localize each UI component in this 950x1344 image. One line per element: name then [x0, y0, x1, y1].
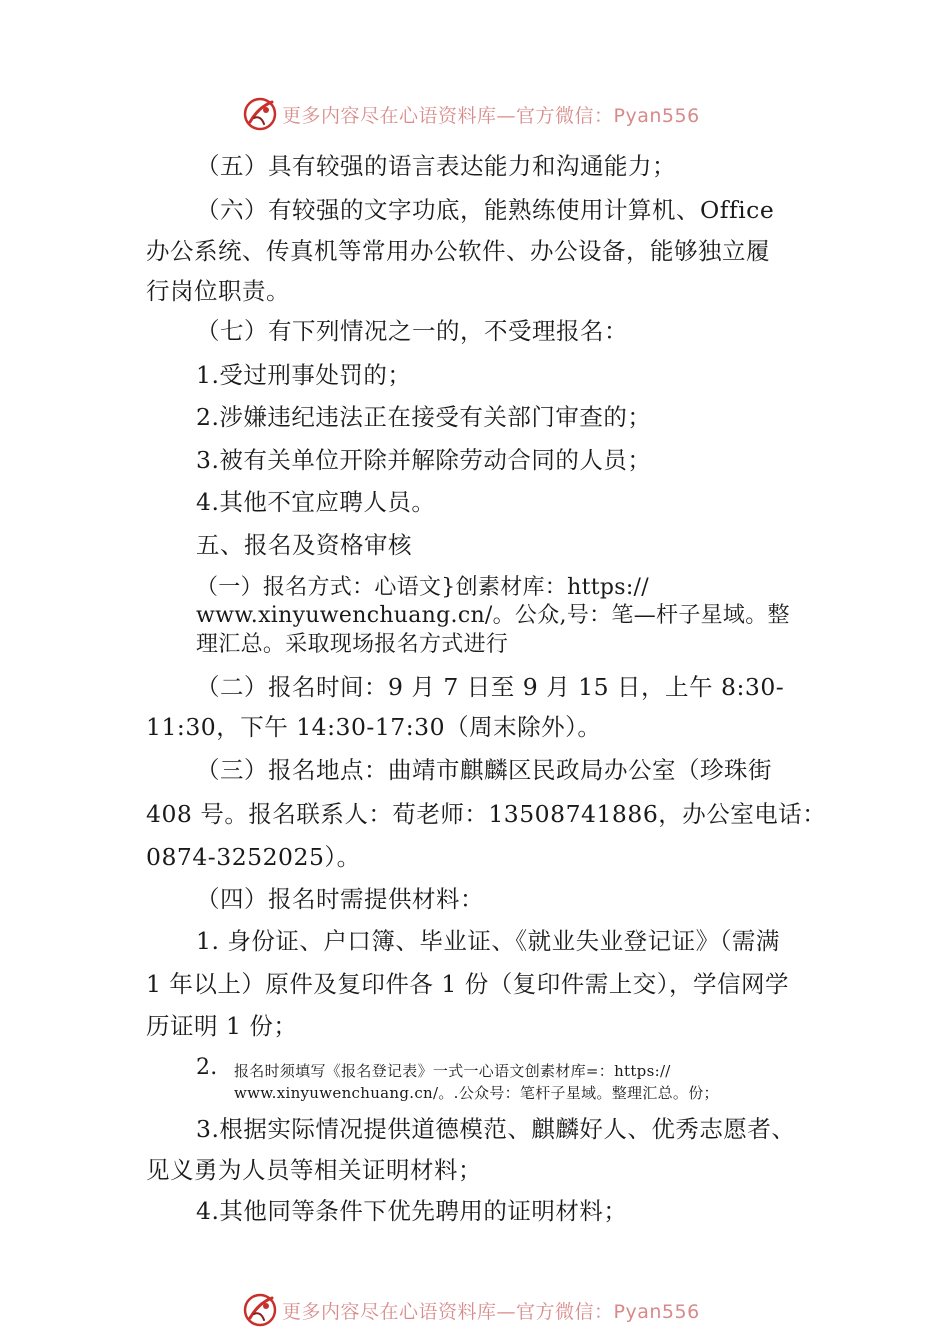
banner-text: 更多内容尽在心语资料库—官方微信：Pyan556 [282, 1300, 700, 1323]
list-number: 2. [196, 1055, 218, 1080]
list-item: 3.被有关单位开除并解除劳动合同的人员； [196, 446, 652, 474]
wechat-id: Pyan556 [613, 104, 700, 127]
paragraph-line: （二）报名时间：9 月 7 日至 9 月 15 日，上午 8:30- [196, 673, 785, 701]
list-item: www.xinyuwenchuang.cn/。.公众号：笔杆子星域。整理汇总。份； [234, 1084, 719, 1102]
paragraph-line: 1 年以上）原件及复印件各 1 份（复印件需上交），学信网学 [146, 970, 790, 998]
wechat-id: Pyan556 [613, 1300, 700, 1323]
list-item: 1. 身份证、户口簿、毕业证、《就业失业登记证》（需满 [196, 927, 780, 955]
paragraph-line: （四）报名时需提供材料： [196, 885, 484, 913]
logo-icon [242, 1292, 278, 1328]
paragraph-line: （一）报名方式：心语文}创素材库：https:// [196, 575, 649, 600]
footer-banner [242, 1292, 700, 1328]
list-item: 4.其他同等条件下优先聘用的证明材料； [196, 1197, 628, 1225]
paragraph-line: （三）报名地点：曲靖市麒麟区民政局办公室（珍珠街 [196, 756, 772, 784]
paragraph-line: （六）有较强的文字功底，能熟练使用计算机、Office [196, 196, 775, 224]
logo-icon [242, 96, 278, 132]
list-item: 报名时须填写《报名登记表》一式一心语文创素材库=：https:// [234, 1062, 671, 1080]
paragraph-line: 办公系统、传真机等常用办公软件、办公设备，能够独立履 [146, 237, 770, 265]
section-heading: 五、报名及资格审核 [196, 531, 412, 559]
paragraph-line: 见义勇为人员等相关证明材料； [146, 1156, 482, 1184]
list-item: 2.涉嫌违纪违法正在接受有关部门审查的； [196, 403, 652, 431]
paragraph-line: 历证明 1 份； [146, 1012, 298, 1040]
list-item: 1.受过刑事处罚的； [196, 361, 412, 389]
paragraph-line: www.xinyuwenchuang.cn/。公众,号：笔—杆子星域。整 [196, 603, 790, 628]
paragraph-line: 408 号。报名联系人：荀老师：13508741886，办公室电话： [146, 800, 827, 828]
list-item: 4.其他不宜应聘人员。 [196, 488, 436, 516]
paragraph-line: （七）有下列情况之一的，不受理报名： [196, 317, 628, 345]
header-banner [242, 96, 700, 132]
list-item: 3.根据实际情况提供道德模范、麒麟好人、优秀志愿者、 [196, 1115, 796, 1143]
paragraph-line: 行岗位职责。 [146, 277, 290, 305]
paragraph-line: （五）具有较强的语言表达能力和沟通能力； [196, 152, 676, 180]
paragraph-line: 0874-3252025）。 [146, 843, 361, 871]
paragraph-line: 11:30，下午 14:30-17:30（周末除外）。 [146, 713, 602, 741]
banner-text: 更多内容尽在心语资料库—官方微信：Pyan556 [282, 104, 700, 127]
paragraph-line: 理汇总。采取现场报名方式进行 [196, 632, 509, 657]
